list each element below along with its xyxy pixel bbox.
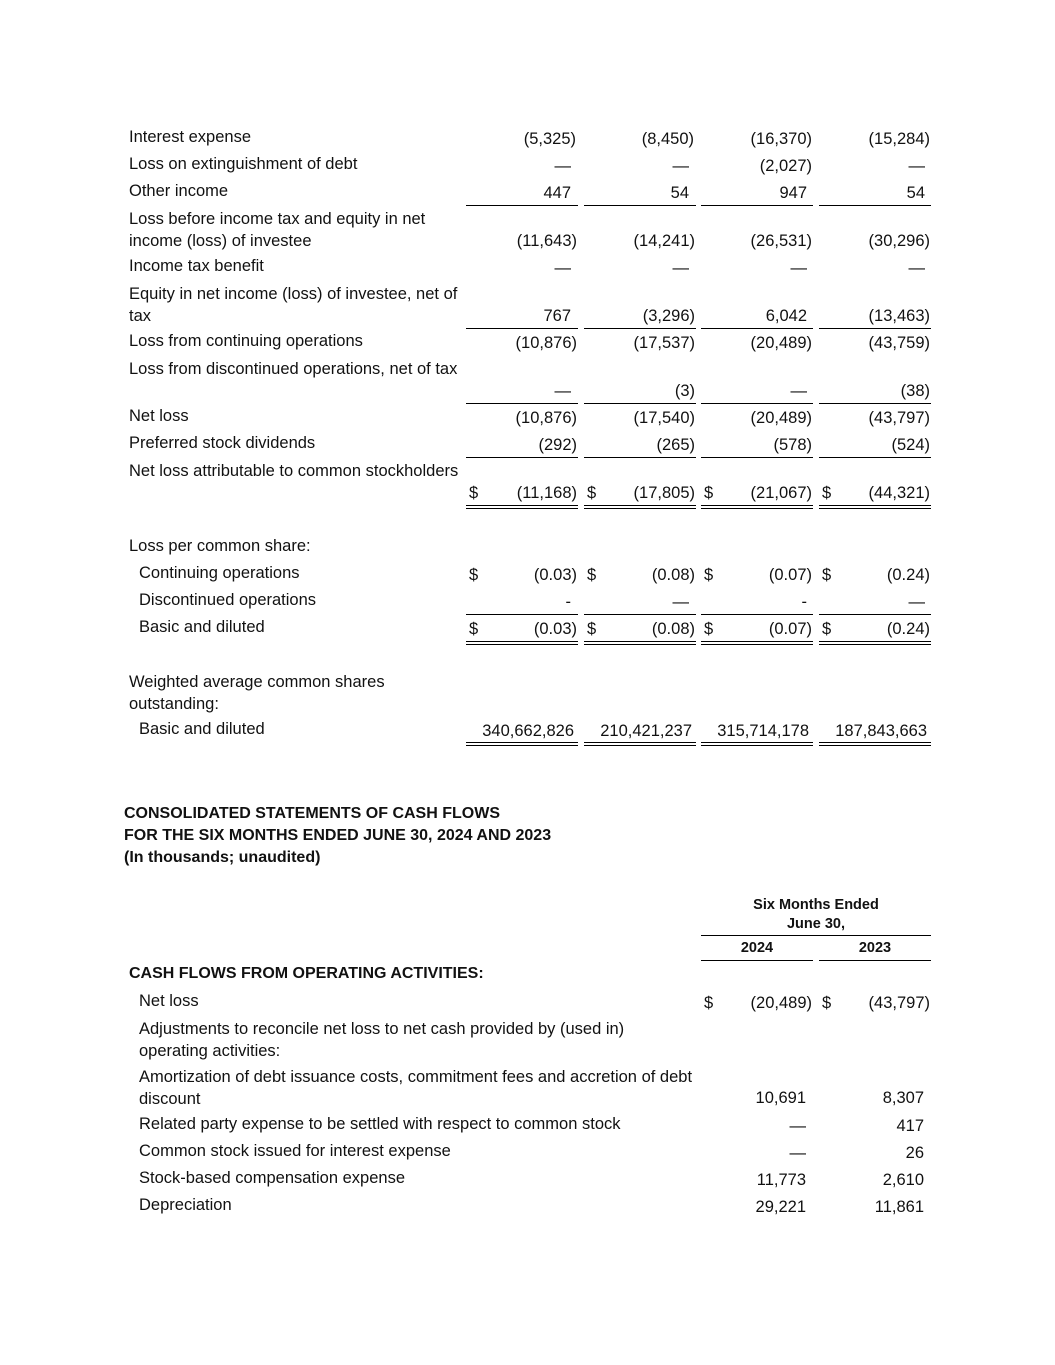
- cell-value: (20,489): [750, 994, 812, 1012]
- cell-value: (2,027): [759, 157, 812, 175]
- cell-value: (13,463): [868, 307, 930, 325]
- cell-value: 187,843,663: [835, 722, 927, 740]
- cash-flow-title: CONSOLIDATED STATEMENTS OF CASH FLOWS: [124, 805, 500, 822]
- rule: [701, 960, 813, 961]
- cell-value: (43,797): [868, 994, 930, 1012]
- rule: [819, 614, 931, 615]
- cell-value: —: [554, 382, 571, 400]
- year-header-2023: 2023: [858, 940, 892, 956]
- rule: [819, 403, 931, 404]
- row-label-net-loss-attributable: Net loss attributable to common stockholders: [129, 462, 459, 480]
- row-label-eps-basic-diluted: Basic and diluted: [139, 618, 265, 636]
- cell-value: (5,325): [523, 130, 576, 148]
- eps-header: Loss per common share:: [129, 537, 311, 555]
- dollar-sign: $: [704, 994, 714, 1012]
- cash-flow-period: FOR THE SIX MONTHS ENDED JUNE 30, 2024 AND 2023: [124, 827, 552, 844]
- cell-value: 2,610: [882, 1171, 924, 1189]
- double-rule: [584, 641, 696, 645]
- dollar-sign: $: [704, 620, 714, 638]
- cell-value: (0.08): [651, 566, 695, 584]
- double-rule: [584, 505, 696, 509]
- cell-value: -: [801, 593, 807, 611]
- dollar-sign: $: [704, 566, 714, 584]
- cell-value: 315,714,178: [717, 722, 809, 740]
- rule: [584, 205, 696, 206]
- rule: [819, 328, 931, 329]
- cell-value: (8,450): [641, 130, 694, 148]
- row-label-preferred-dividends: Preferred stock dividends: [129, 434, 316, 452]
- cell-value: 8,307: [882, 1089, 924, 1107]
- rule: [466, 457, 578, 458]
- cf-label-net-loss: Net loss: [139, 992, 199, 1010]
- rule: [584, 614, 696, 615]
- cell-value: 417: [896, 1117, 924, 1135]
- row-label-loss-before-income-tax: Loss before income tax and equity in net income (loss) of investee: [129, 210, 426, 250]
- cell-value: 340,662,826: [482, 722, 574, 740]
- cell-value: (11,643): [516, 232, 577, 250]
- cell-value: 11,773: [756, 1171, 806, 1189]
- double-rule: [466, 742, 578, 746]
- cell-value: 6,042: [765, 307, 807, 325]
- cell-value: 11,861: [874, 1198, 924, 1216]
- rule: [701, 614, 813, 615]
- row-label-loss-on-extinguishment: Loss on extinguishment of debt: [129, 155, 358, 173]
- rule: [584, 328, 696, 329]
- cell-value: (17,537): [633, 334, 695, 352]
- cell-value: (292): [538, 436, 577, 454]
- cell-value: —: [672, 157, 689, 175]
- cell-value: (43,759): [868, 334, 930, 352]
- cell-value: —: [672, 259, 689, 277]
- cell-value: (30,296): [868, 232, 930, 250]
- cell-value: 447: [543, 184, 571, 202]
- year-header-2024: 2024: [740, 940, 774, 956]
- shares-header: Weighted average common shares outstanding:: [129, 673, 385, 713]
- row-label-loss-from-continuing-ops: Loss from continuing operations: [129, 332, 363, 350]
- cell-value: (10,876): [515, 334, 577, 352]
- cf-label-common-stock-issued: Common stock issued for interest expense: [139, 1142, 451, 1160]
- rule: [701, 403, 813, 404]
- rule: [466, 328, 578, 329]
- cell-value: —: [789, 1117, 806, 1135]
- cell-value: (0.03): [533, 566, 577, 584]
- rule: [701, 328, 813, 329]
- cell-value: —: [672, 593, 689, 611]
- cell-value: 10,691: [755, 1089, 806, 1107]
- row-label-eps-continuing: Continuing operations: [139, 564, 300, 582]
- row-label-loss-from-discontinued-ops: Loss from discontinued operations, net of tax: [129, 360, 458, 378]
- row-label-eps-discontinued: Discontinued operations: [139, 591, 317, 609]
- cell-value: 767: [543, 307, 571, 325]
- cell-value: 947: [779, 184, 807, 202]
- rule: [466, 614, 578, 615]
- cell-value: —: [789, 1144, 806, 1162]
- rule: [819, 960, 931, 961]
- dollar-sign: $: [822, 994, 832, 1012]
- cell-value: (3): [674, 382, 695, 400]
- rule: [819, 205, 931, 206]
- row-label-interest-expense: Interest expense: [129, 128, 251, 146]
- cell-value: (0.07): [768, 620, 812, 638]
- cell-value: (43,797): [868, 409, 930, 427]
- dollar-sign: $: [469, 566, 479, 584]
- cell-value: (21,067): [750, 484, 812, 502]
- period-header-line2: June 30,: [786, 916, 846, 932]
- dollar-sign: $: [469, 620, 479, 638]
- row-label-equity-in-net-income: Equity in net income (loss) of investee, net of tax: [129, 285, 458, 325]
- cell-value: (0.08): [651, 620, 695, 638]
- cell-value: —: [554, 259, 571, 277]
- cell-value: 29,221: [755, 1198, 806, 1216]
- dollar-sign: $: [587, 620, 597, 638]
- cell-value: (16,370): [750, 130, 812, 148]
- cell-value: —: [554, 157, 571, 175]
- double-rule: [584, 742, 696, 746]
- dollar-sign: $: [469, 484, 479, 502]
- cf-label-stock-comp: Stock-based compensation expense: [139, 1169, 405, 1187]
- cell-value: —: [790, 382, 807, 400]
- cell-value: 54: [670, 184, 689, 202]
- cell-value: (17,540): [633, 409, 695, 427]
- rule: [701, 935, 931, 936]
- cell-value: 26: [905, 1144, 924, 1162]
- cell-value: -: [565, 593, 571, 611]
- cell-value: (0.07): [768, 566, 812, 584]
- row-label-other-income: Other income: [129, 182, 229, 200]
- cell-value: (15,284): [868, 130, 930, 148]
- cell-value: (265): [656, 436, 695, 454]
- dollar-sign: $: [587, 484, 597, 502]
- cash-flow-units: (In thousands; unaudited): [124, 849, 321, 866]
- cf-label-related-party: Related party expense to be settled with respect to common stock: [139, 1115, 621, 1133]
- cell-value: (20,489): [750, 334, 812, 352]
- cell-value: (20,489): [750, 409, 812, 427]
- cell-value: (26,531): [750, 232, 812, 250]
- cell-value: 210,421,237: [600, 722, 692, 740]
- row-label-net-loss: Net loss: [129, 407, 189, 425]
- cf-label-depreciation: Depreciation: [139, 1196, 232, 1214]
- rule: [584, 457, 696, 458]
- cell-value: (14,241): [633, 232, 695, 250]
- cell-value: (524): [891, 436, 930, 454]
- double-rule: [819, 505, 931, 509]
- cell-value: (38): [900, 382, 930, 400]
- cell-value: —: [790, 259, 807, 277]
- cf-label-amortization: Amortization of debt issuance costs, commitment fees and accretion of debt discount: [139, 1068, 693, 1108]
- cf-label-adjustments: Adjustments to reconcile net loss to net cash provided by (used in) operating activities:: [139, 1020, 625, 1060]
- cell-value: (0.24): [886, 620, 930, 638]
- cell-value: —: [908, 157, 925, 175]
- dollar-sign: $: [704, 484, 714, 502]
- rule: [584, 403, 696, 404]
- rule: [701, 205, 813, 206]
- cell-value: (0.03): [533, 620, 577, 638]
- cell-value: (17,805): [633, 484, 695, 502]
- cell-value: 54: [906, 184, 925, 202]
- cell-value: (3,296): [642, 307, 695, 325]
- cell-value: (0.24): [886, 566, 930, 584]
- operating-activities-header: CASH FLOWS FROM OPERATING ACTIVITIES:: [129, 965, 484, 982]
- double-rule: [466, 641, 578, 645]
- double-rule: [701, 742, 813, 746]
- dollar-sign: $: [587, 566, 597, 584]
- double-rule: [819, 742, 931, 746]
- double-rule: [819, 641, 931, 645]
- period-header-line1: Six Months Ended: [753, 897, 879, 913]
- cell-value: —: [908, 259, 925, 277]
- double-rule: [701, 641, 813, 645]
- rule: [466, 205, 578, 206]
- row-label-shares-basic-diluted: Basic and diluted: [139, 720, 265, 738]
- dollar-sign: $: [822, 566, 832, 584]
- double-rule: [701, 505, 813, 509]
- cell-value: —: [908, 593, 925, 611]
- row-label-income-tax-benefit: Income tax benefit: [129, 257, 264, 275]
- cell-value: (578): [773, 436, 812, 454]
- cell-value: (44,321): [868, 484, 930, 502]
- cell-value: (11,168): [516, 484, 577, 502]
- rule: [466, 403, 578, 404]
- cell-value: (10,876): [515, 409, 577, 427]
- rule: [819, 457, 931, 458]
- dollar-sign: $: [822, 484, 832, 502]
- rule: [701, 457, 813, 458]
- double-rule: [466, 505, 578, 509]
- dollar-sign: $: [822, 620, 832, 638]
